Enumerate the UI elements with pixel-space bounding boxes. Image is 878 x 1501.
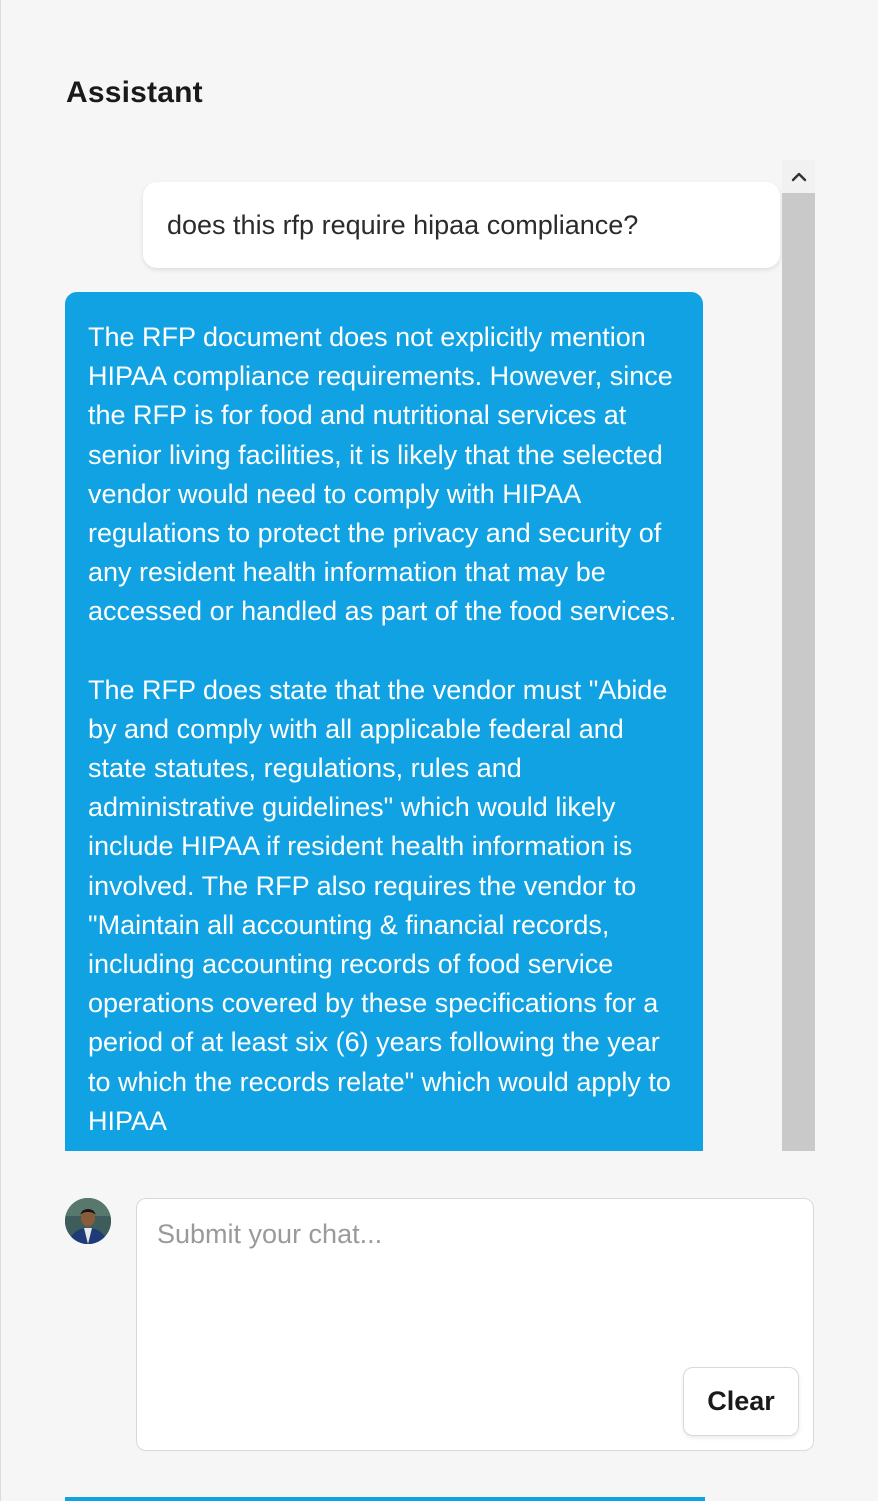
chat-scrollbar[interactable] (782, 160, 815, 1151)
scrollbar-thumb[interactable] (782, 193, 815, 1151)
chevron-up-icon (791, 171, 807, 183)
user-message (143, 182, 780, 268)
clear-button[interactable]: Clear (683, 1367, 799, 1436)
scroll-up-button[interactable] (782, 160, 815, 193)
assistant-message-paragraph: The RFP document does not explicitly mention HIPAA compliance requirements. However, since the RFP is for food and nutritional services at senior living facilities, it is likely that the selected vendor would need to comply with HIPAA regulations to protect the privacy and security of any resident health information that may be accessed or handled as part of the food services. (88, 322, 677, 627)
bottom-accent-bar (65, 1497, 705, 1501)
user-message-text: does this rfp require hipaa compliance? (167, 209, 639, 240)
chat-history[interactable] (0, 160, 878, 1151)
user-avatar (65, 1198, 111, 1244)
chat-input[interactable] (157, 1219, 677, 1359)
assistant-message-paragraph: The RFP does state that the vendor must "Abide by and comply with all applicable federal and state statutes, regulations, rules and administrative guidelines" which would likely include HIPAA if resident health information is involved. The RFP also requires the vendor to "Maintain all accounting & financial records, including accounting records of food service operations covered by these specifications for a period of at least six (6) years following the year to which the records relate" which would apply to HIPAA (88, 674, 671, 1136)
panel-title: Assistant (66, 76, 203, 109)
assistant-message (65, 292, 703, 1151)
chat-input-container (136, 1198, 814, 1451)
